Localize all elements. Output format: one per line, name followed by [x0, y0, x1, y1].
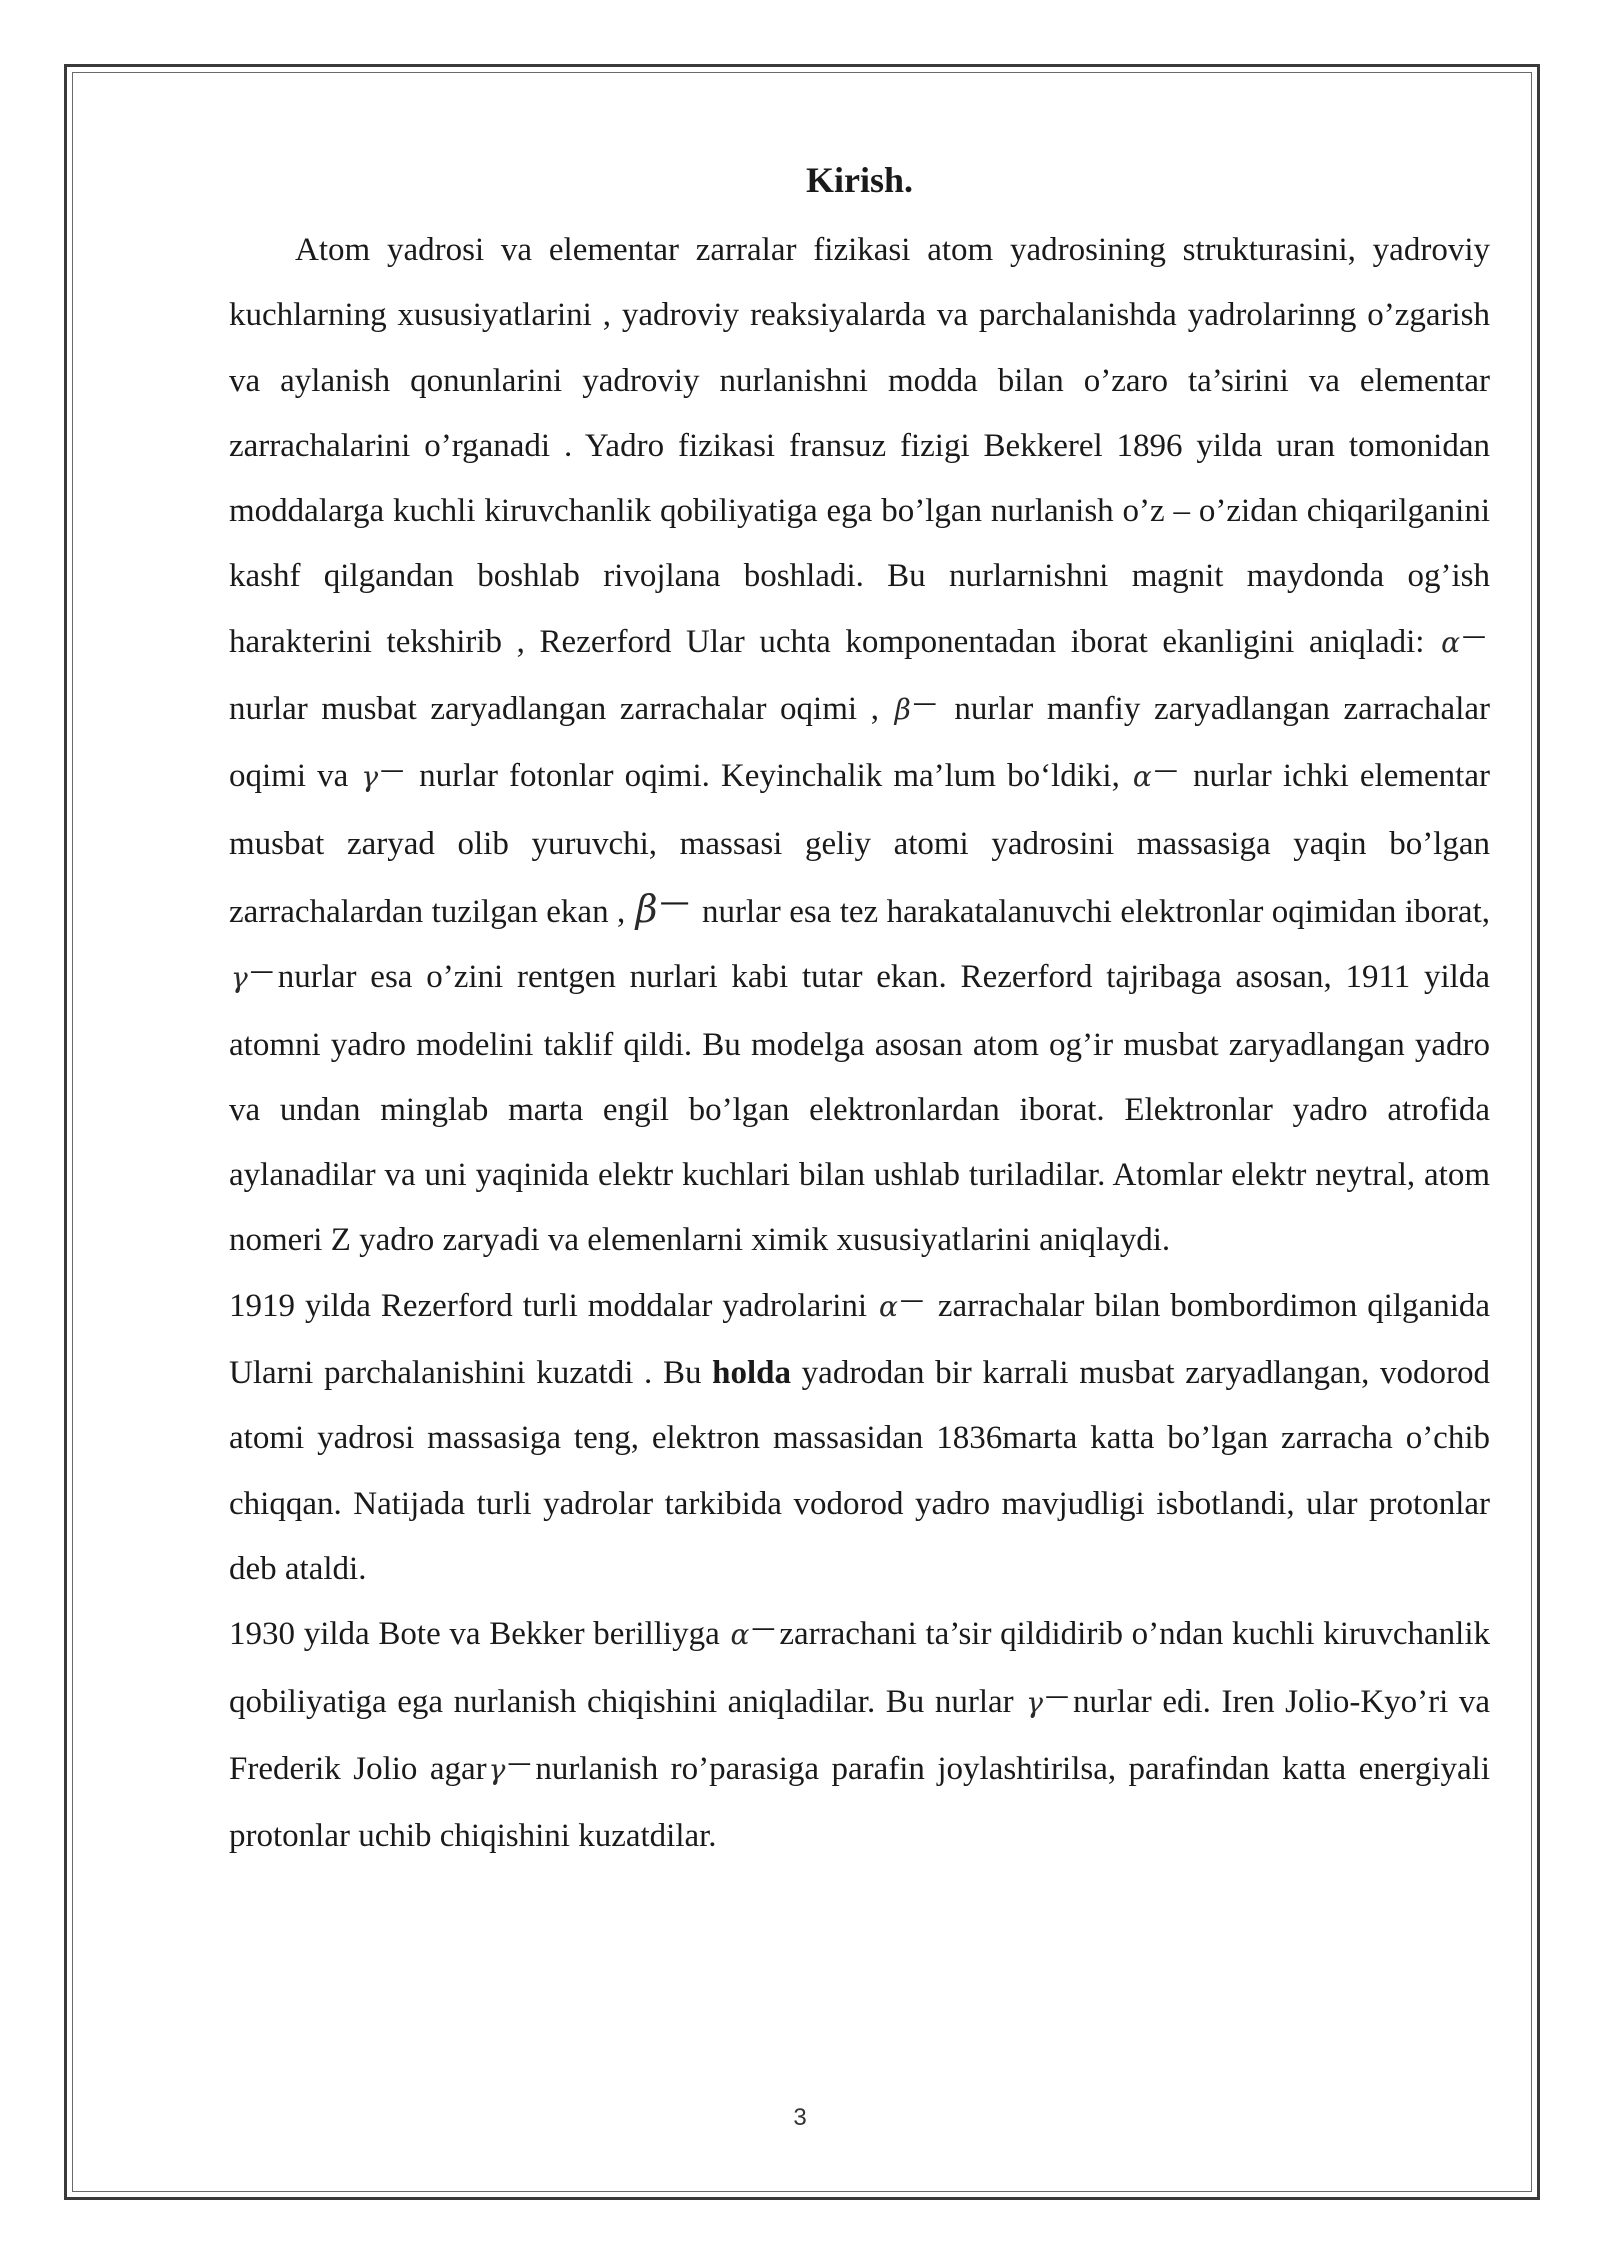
gamma-symbol: γ: [1026, 1685, 1043, 1719]
dash-symbol: —: [1153, 756, 1178, 785]
page-number: 3: [793, 2104, 807, 2131]
gamma-symbol: γ: [488, 1752, 506, 1786]
paragraph-1930: [229, 1602, 1490, 1869]
text-span: nurlar esa tez harakatalanuvchi elektronlar oqimidan iborat,: [702, 893, 1490, 930]
paragraph-intro: [229, 218, 1490, 1274]
dash-symbol: —: [507, 1748, 532, 1777]
document-body: [229, 150, 1490, 1869]
text-span: 1919 yilda Rezerford turli moddalar yadrolarini: [229, 1287, 868, 1324]
dash-symbol: —: [912, 689, 937, 718]
dash-symbol: —: [1044, 1681, 1069, 1710]
text-span: nurlar fotonlar oqimi. Keyinchalik ma’lum bo‘ldiki,: [419, 758, 1120, 795]
text-span: nurlanish ro’parasiga parafin joylashtirilsa, parafindan katta energiyali protonlar uchib chiqishini kuzatdilar.: [229, 1750, 1490, 1855]
gamma-symbol: γ: [361, 760, 379, 794]
dash-symbol: —: [659, 884, 690, 920]
text-span: nurlar manfiy zaryadlangan zarrachalar oqimi va: [229, 691, 1490, 795]
dash-symbol: —: [751, 1614, 776, 1643]
page-title: Kirish.: [805, 160, 913, 200]
alpha-symbol: α: [1132, 760, 1152, 794]
beta-symbol: β: [635, 886, 658, 931]
paragraph-1919: [229, 1274, 1490, 1602]
dash-symbol: —: [249, 957, 274, 986]
text-span: nurlar esa o’zini rentgen nurlari kabi tutar ekan. Rezerford tajribaga asosan, 1911 yilda atomni yadro modelini taklif qildi. Bu modelga asosan atom og’ir musbat zaryadlangan yadro va undan minglab marta engil bo’lgan elektronlardan iborat. Elektronlar yadro atrofida aylanadilar va uni yaqinida elektr kuchlari bilan ushlab turiladilar. Atomlar elektr neytral, atom nomeri Z yadro zaryadi va elemenlarni ximik xususiyatlarini aniqlaydi.: [229, 959, 1490, 1259]
text-span: yadrodan bir karrali musbat zaryadlangan, vodorod atomi yadrosi massasiga teng, elektron massasidan 1836marta katta bo’lgan zarracha o’chib chiqqan. Natijada turli yadrolar tarkibida vodorod yadro mavjudligi isbotlandi, ular protonlar deb ataldi.: [229, 1355, 1491, 1587]
alpha-symbol: α: [879, 1289, 898, 1323]
text-span: nurlar edi. Iren Jolio-Kyo’ri va Frederik Jolio agar: [229, 1683, 1491, 1787]
text-span: zarrachalar bilan bombordimon qilganida Ularni parchalanishini kuzatdi . Bu: [229, 1287, 1491, 1392]
dash-symbol: —: [899, 1285, 924, 1314]
text-span: zarrachani ta’sir qildidirib o’ndan kuchli kiruvchanlik qobiliyatiga ega nurlanish chiqishini aniqladilar. Bu nurlar: [229, 1616, 1491, 1720]
bold-word: holda: [712, 1355, 791, 1392]
alpha-symbol: α: [1441, 625, 1460, 659]
text-span: nurlar ichki elementar musbat zaryad olib yuruvchi, massasi geliy atomi yadrosini massasiga yaqin bo’lgan zarrachalardan tuzilgan ekan ,: [229, 758, 1490, 930]
dash-symbol: —: [380, 756, 405, 785]
text-span: 1930 yilda Bote va Bekker berilliyga: [229, 1616, 720, 1653]
beta-symbol: β: [894, 693, 911, 727]
dash-symbol: —: [1462, 621, 1486, 650]
gamma-symbol: γ: [231, 961, 248, 995]
alpha-symbol: α: [730, 1618, 750, 1652]
text-span: Atom yadrosi va elementar zarralar fizikasi atom yadrosining strukturasini, yadroviy kuchlarning xususiyatlarini , yadroviy reaksiyalarda va parchalanishda yadrolarinng o’zgarish va aylanish qonunlarini yadroviy nurlanishni modda bilan o’zaro ta’sirini va elementar zarrachalarini o’rganadi . Yadro fizikasi fransuz fizigi Bekkerel 1896 yilda uran tomonidan moddalarga kuchli kiruvchanlik qobiliyatiga ega bo’lgan nurlanish o’z – o’zidan chiqarilganini kashf qilgandan boshlab rivojlana boshladi. Bu nurlarnishni magnit maydonda og’ish harakterini tekshirib , Rezerford Ular uchta komponentadan iborat ekanligini aniqladi:: [229, 232, 1490, 660]
text-span: nurlar musbat zaryadlangan zarrachalar oqimi ,: [229, 691, 879, 728]
